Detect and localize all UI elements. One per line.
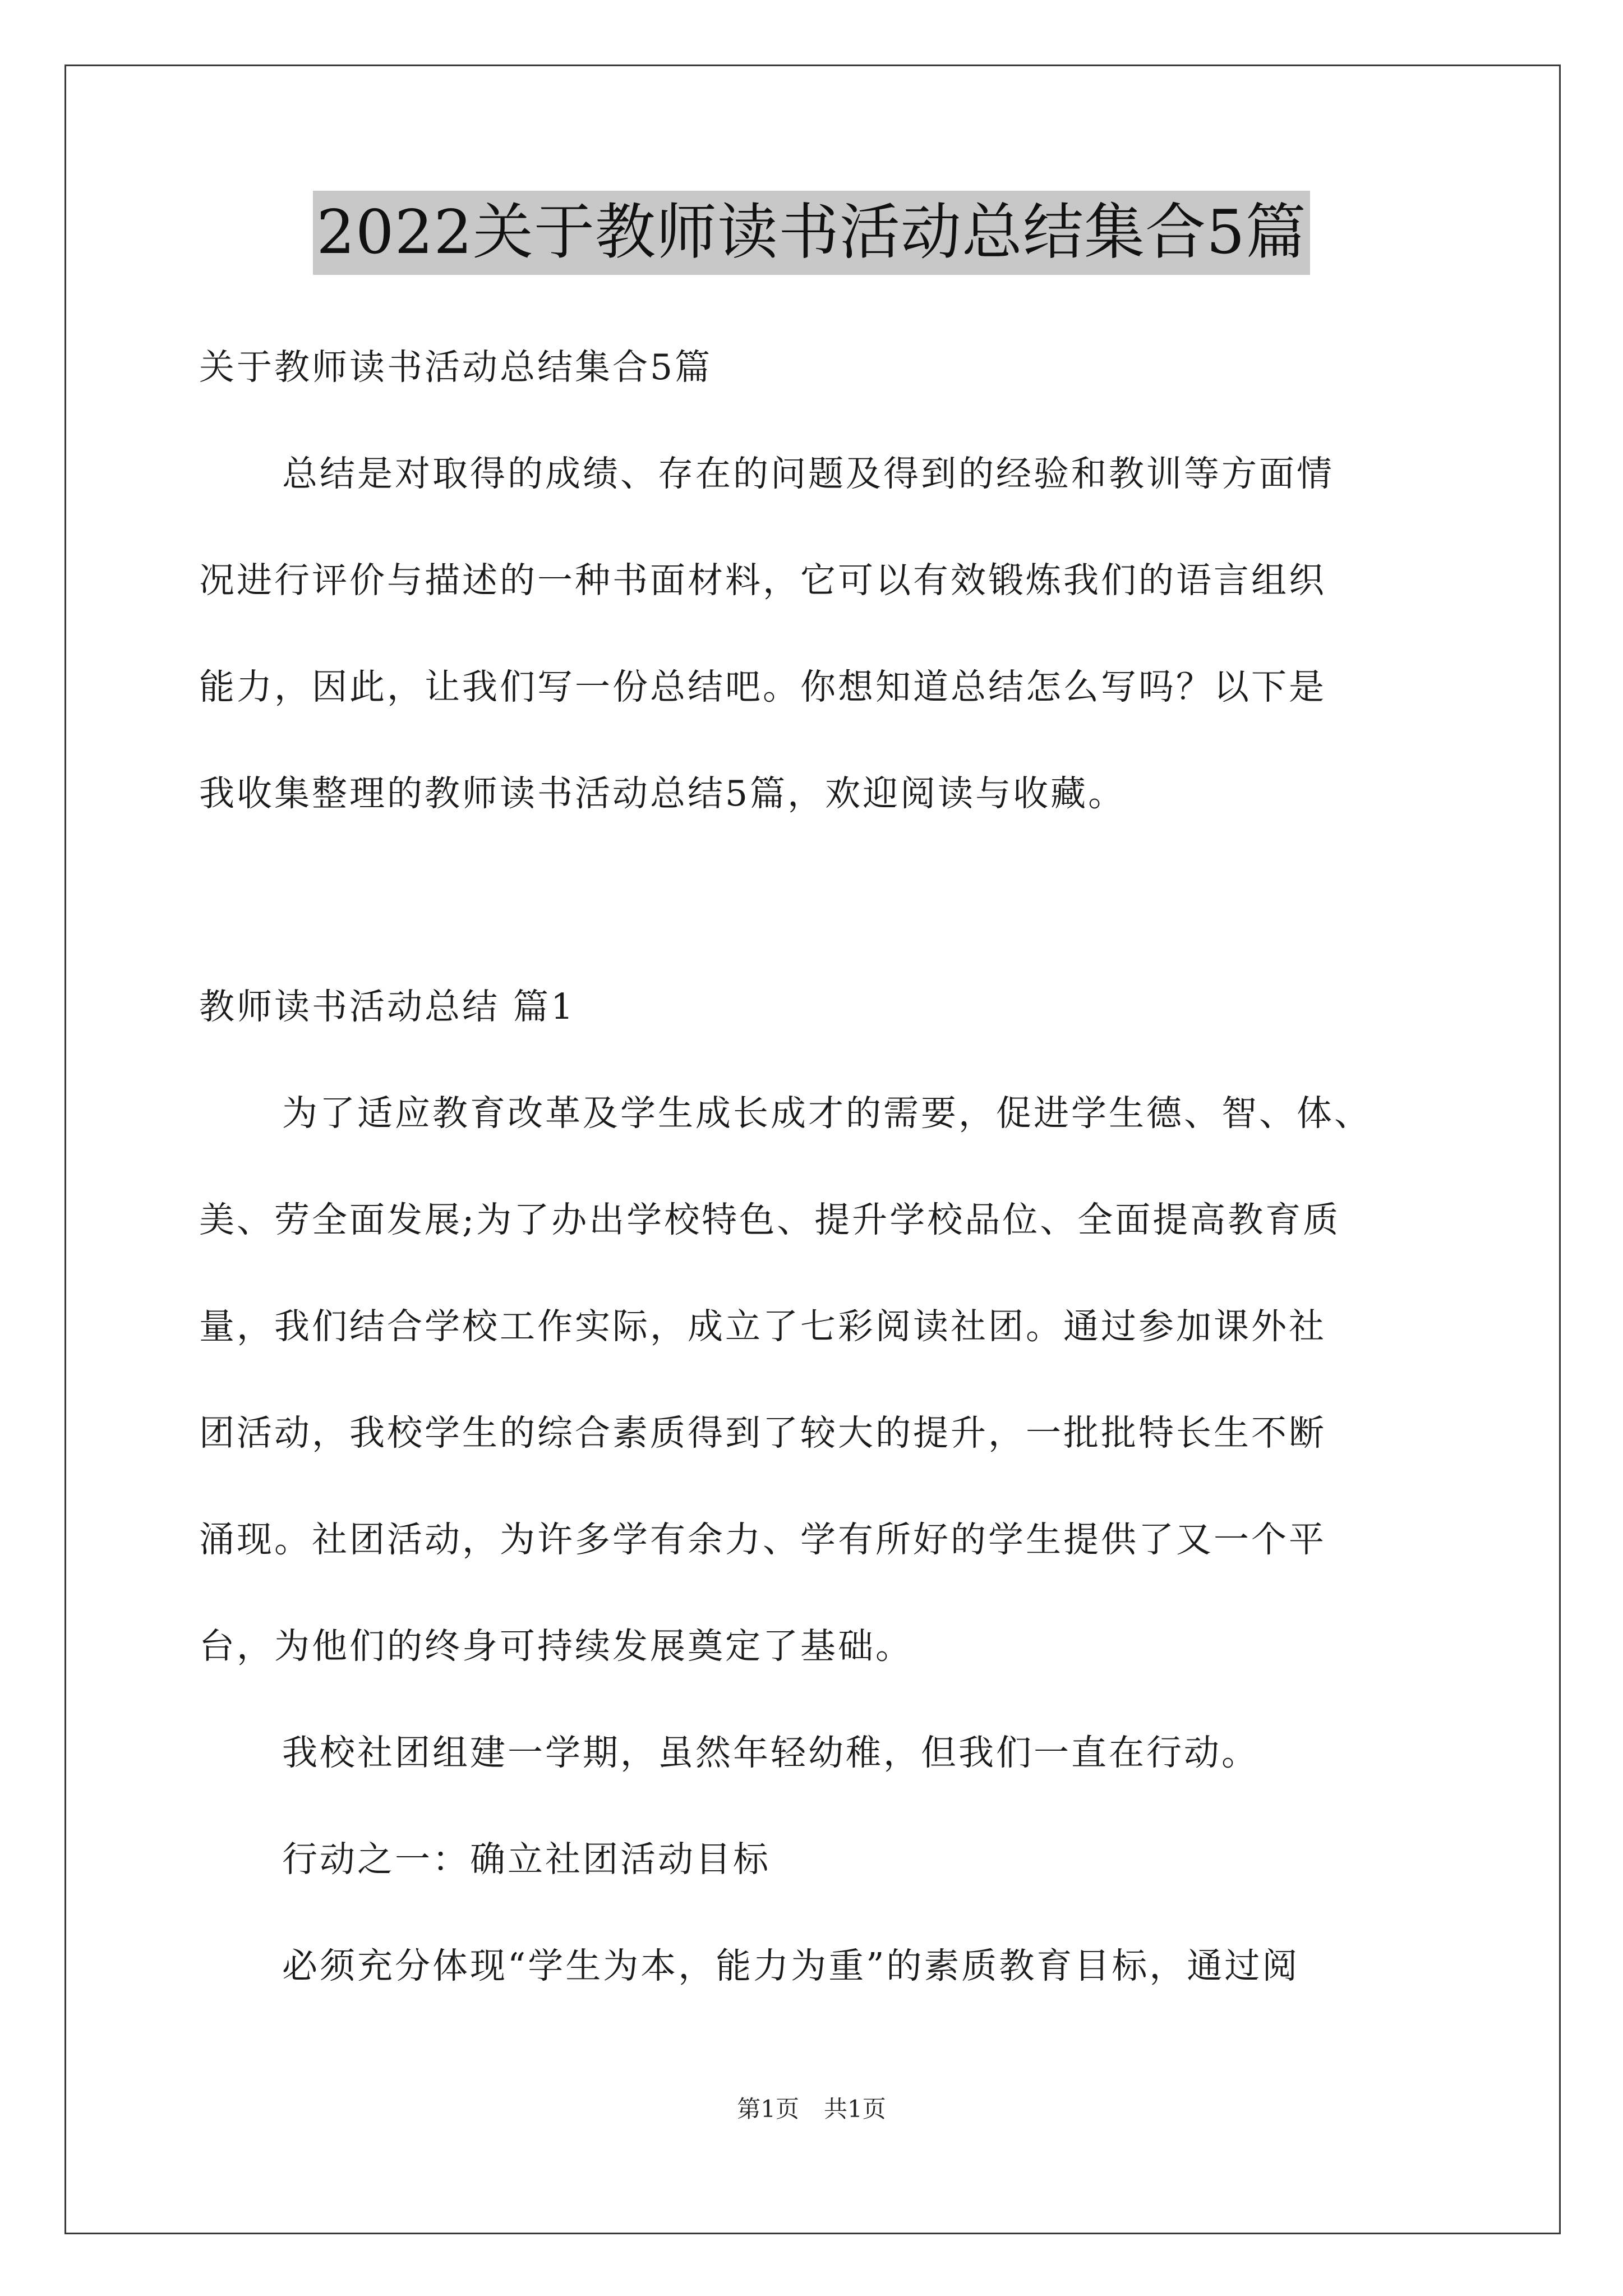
document-body	[199, 314, 1433, 2019]
intro-line: 况进行评价与描述的一种书面材料，它可以有效锻炼我们的语言组织	[199, 560, 1326, 601]
section-line: 美、劳全面发展;为了办出学校特色、提升学校品位、全面提高教育质	[199, 1199, 1341, 1240]
section-line: 团活动，我校学生的综合素质得到了较大的提升，一批批特长生不断	[199, 1412, 1326, 1453]
page-footer	[0, 2092, 1623, 2126]
section-line: 量，我们结合学校工作实际，成立了七彩阅读社团。通过参加课外社	[199, 1306, 1326, 1347]
action-heading: 行动之一：确立社团活动目标	[282, 1839, 771, 1880]
section-heading: 教师读书活动总结 篇1	[199, 986, 576, 1027]
section-line: 台，为他们的终身可持续发展奠定了基础。	[199, 1626, 913, 1667]
section-line: 为了适应教育改革及学生成长成才的需要，促进学生德、智、体、	[282, 1093, 1372, 1134]
intro-line: 总结是对取得的成绩、存在的问题及得到的经验和教训等方面情	[282, 453, 1334, 494]
intro-line: 我收集整理的教师读书活动总结5篇，欢迎阅读与收藏。	[199, 773, 1126, 814]
section-line: 涌现。社团活动，为许多学有余力、学有所好的学生提供了又一个平	[199, 1519, 1326, 1560]
title-container	[0, 191, 1623, 275]
page-total: 共1页	[824, 2095, 886, 2123]
document-title: 2022关于教师读书活动总结集合5篇	[313, 191, 1310, 275]
document-subtitle: 关于教师读书活动总结集合5篇	[199, 347, 713, 388]
paragraph-2: 我校社团组建一学期，虽然年轻幼稚，但我们一直在行动。	[282, 1732, 1259, 1773]
paragraph-3: 必须充分体现“学生为本，能力为重”的素质教育目标，通过阅	[282, 1945, 1300, 1986]
page-number: 第1页	[737, 2095, 799, 2123]
intro-line: 能力，因此，让我们写一份总结吧。你想知道总结怎么写吗？以下是	[199, 666, 1326, 707]
paragraph-gap	[199, 847, 1433, 954]
